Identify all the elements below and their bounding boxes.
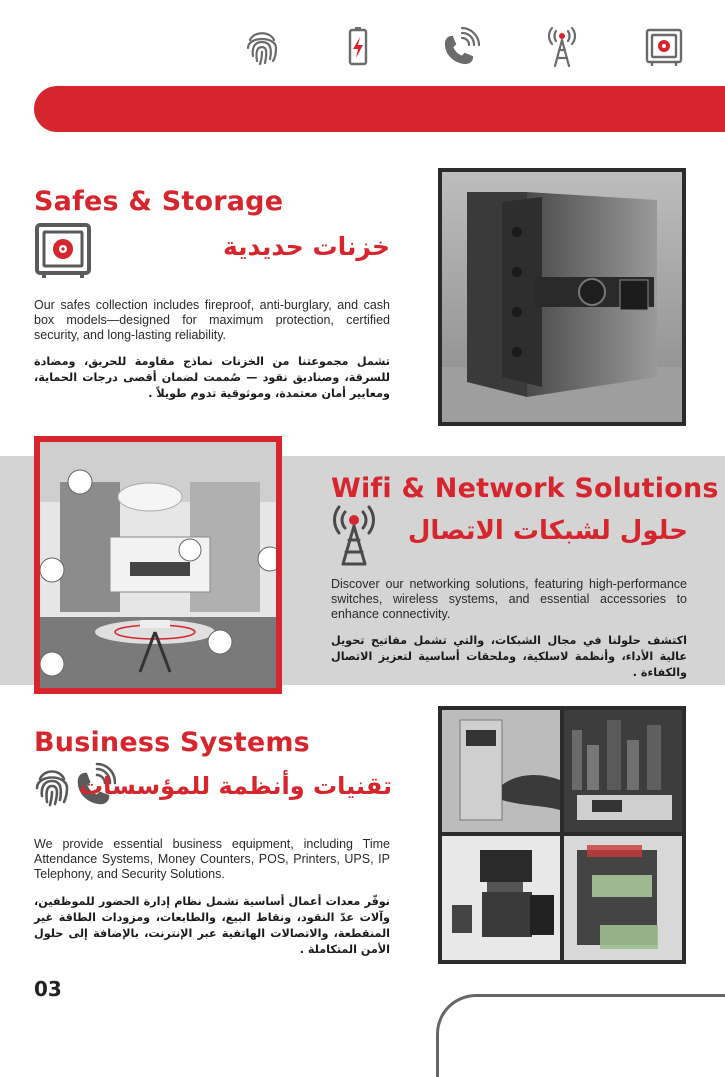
safe-icon — [34, 222, 92, 280]
safes-title-en: Safes & Storage — [34, 186, 284, 217]
business-title-ar: تقنيات وأنظمة للمؤسسات — [79, 772, 392, 800]
safes-body-ar: تشمل مجموعتنا من الخزنات نماذج مقاومة للحريق، ومضادة للسرقة، وصناديق نقود — صُممت لضمان أقصى درجات الحماية، ومعايير أمان معتمدة، وموثوقية تدوم طويلاً . — [34, 355, 390, 400]
phone-signal-icon — [440, 26, 480, 68]
page-number: 03 — [34, 977, 62, 1001]
business-title-en: Business Systems — [34, 727, 310, 758]
safe-photo — [438, 168, 686, 426]
network-body-ar: اكتشف حلولنا في مجال الشبكات، والتي تشمل مفاتيح تحويل عالية الأداء، وأنظمة لاسلكية، وملحقات أساسية لتعزيز الاتصال والكفاءة . — [331, 634, 687, 679]
red-banner — [34, 86, 725, 132]
safe-icon — [644, 26, 684, 68]
business-body-en: We provide essential business equipment, including Time Attendance Systems, Money Counters, POS, Printers, UPS, IP Telephony, and Security Solutions. — [34, 837, 390, 881]
network-title-ar: حلول لشبكات الاتصال — [407, 516, 688, 546]
fingerprint-icon — [32, 764, 72, 808]
fingerprint-icon — [242, 26, 282, 68]
safes-title-ar: خزنات حديدية — [222, 232, 390, 261]
safes-body-en: Our safes collection includes fireproof, anti-burglary, and cash box models—designed for maximum protection, certified security, and long-lasting reliability. — [34, 298, 390, 342]
battery-icon — [338, 26, 378, 68]
decorative-arc — [436, 994, 725, 1077]
antenna-icon — [542, 26, 582, 68]
network-title-en: Wifi & Network Solutions — [331, 473, 719, 504]
business-collage — [438, 706, 686, 964]
smart-home-photo — [34, 436, 282, 694]
network-body-en: Discover our networking solutions, featuring high-performance switches, wireless systems, and essential accessories to enhance connectivity. — [331, 577, 687, 621]
antenna-icon — [330, 504, 378, 568]
business-body-ar: نوفّر معدات أعمال أساسية تشمل نظام إدارة الحضور للموظفين، وآلات عدّ النقود، ونقاط البيع، والطابعات، ومزودات الطاقة غير المنقطعة، والاتصالات الهاتفية عبر الإنترنت، بالإضافة إلى حلول الأمن المتكاملة . — [34, 895, 390, 956]
